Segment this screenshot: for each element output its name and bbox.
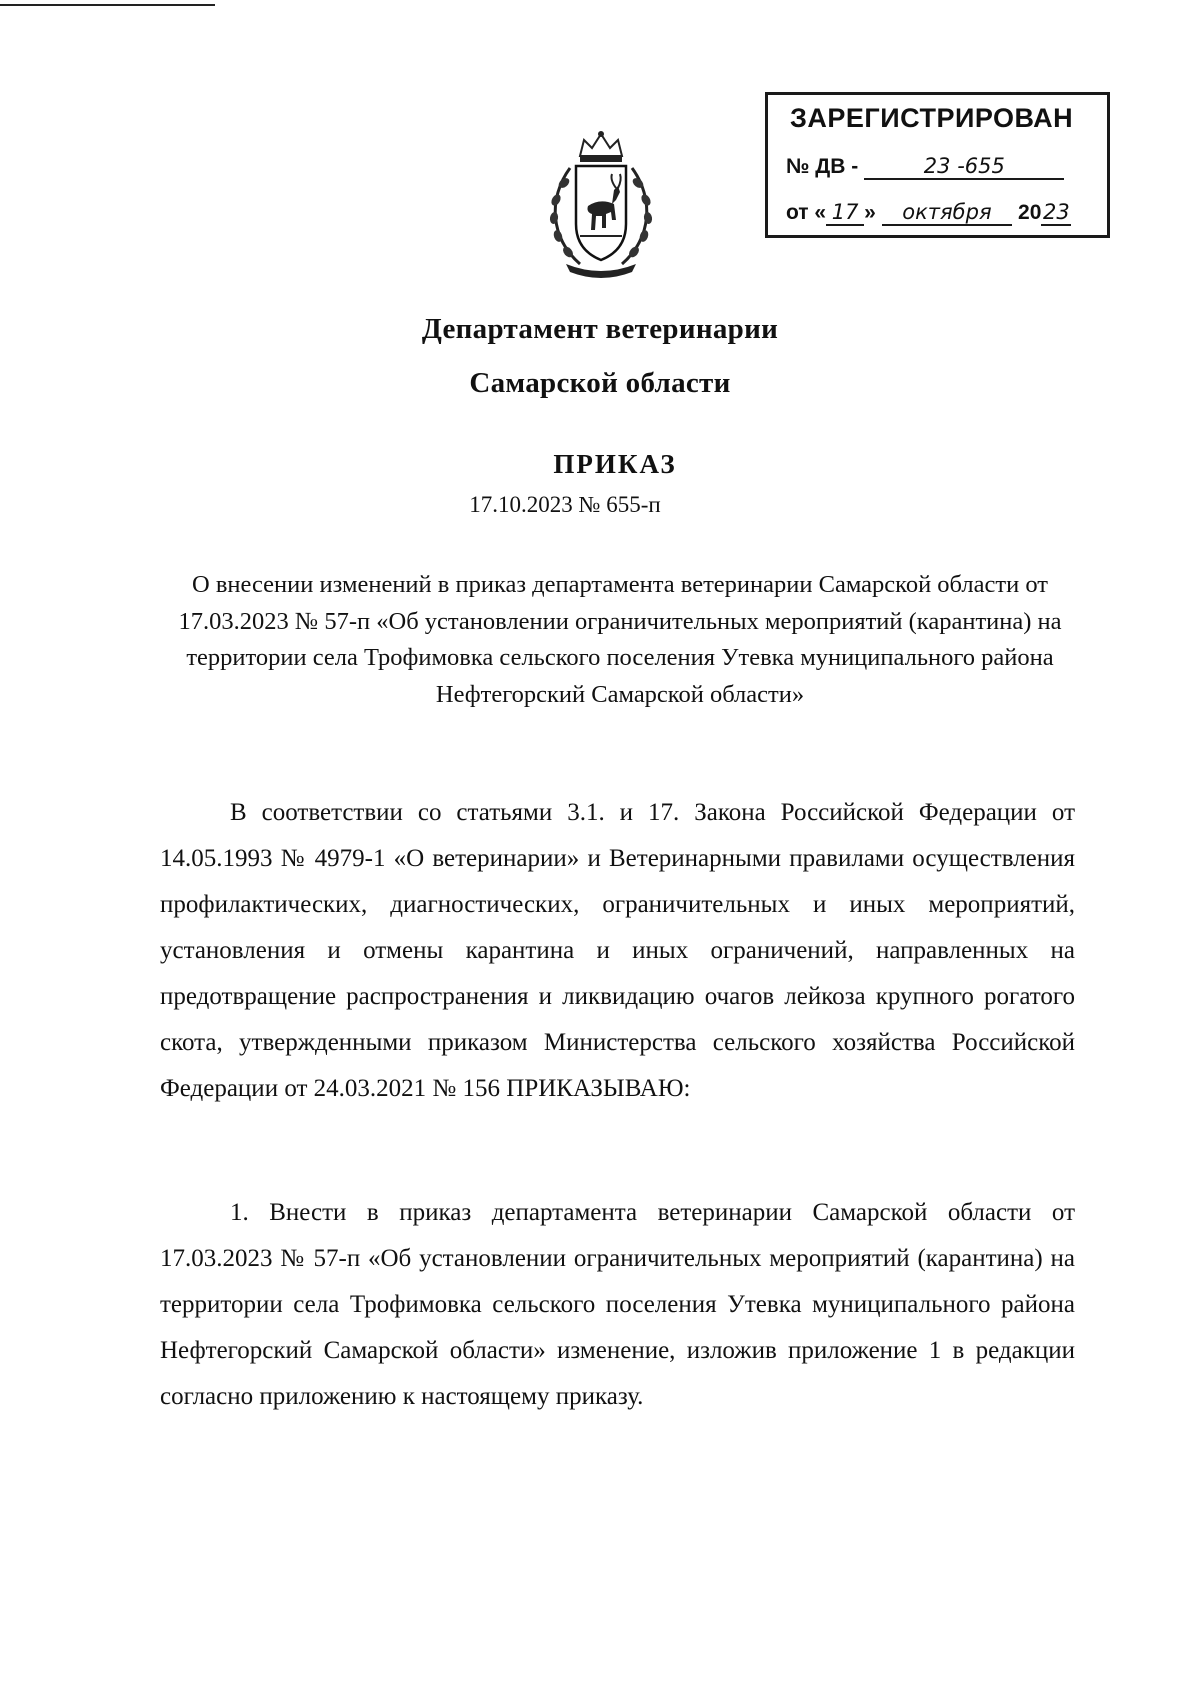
body-paragraph-2: 1. Внести в приказ департамента ветеринарии Самарской области от 17.03.2023 № 57-п «Об установлении ограничительных мероприятий (карантина) на территории села Трофимовка сельского поселения Утевка муниципального района Нефтегорский Самарской области» изменение, изложив приложение 1 в редакции согласно приложению к настоящему приказу. [160,1199,1075,1410]
stamp-date-row [786,199,1071,226]
coat-of-arms-emblem [540,128,662,278]
body-paragraph-1: В соответствии со статьями 3.1. и 17. Закона Российской Федерации от 14.05.1993 № 4979-1 «О ветеринарии» и Ветеринарными правилами осуществления профилактических, диагностических, ограничительных и иных мероприятий, установления и отмены карантина и иных ограничений, направленных на предотвращение распространения и ликвидацию очагов лейкоза крупного рогатого скота, утвержденными приказом Министерства сельского хозяйства Российской Федерации от 24.03.2021 № 156 ПРИКАЗЫВАЮ: [160,799,1075,1102]
stamp-day-suffix: » [864,201,876,224]
department-name-line2: Самарской области [469,367,731,399]
stamp-number-handwritten: 23 -655 [864,154,1064,180]
order-date-number: 17.10.2023 № 655-п [469,492,661,517]
stamp-year-prefix: 20 [1018,201,1042,224]
scan-artifact-line [0,4,215,6]
stamp-number-prefix: № ДВ - [786,155,859,178]
department-name-line1: Департамент ветеринарии [421,313,779,345]
stamp-date-prefix: от « [786,201,827,224]
stamp-day-handwritten: 17 [826,200,864,226]
order-subject: О внесении изменений в приказ департамента ветеринарии Самарской области от 17.03.2023 № 57-п «Об установлении ограничительных мероприятий (карантина) на территории села Трофимовка сельского поселения Утевка муниципального района Нефтегорский Самарской области» [178,571,1062,708]
stamp-title: ЗАРЕГИСТРИРОВАН [790,103,1074,133]
registration-stamp [765,92,1110,238]
stamp-year-handwritten: 23 [1043,200,1070,224]
stamp-number-row [786,153,1064,180]
order-title: ПРИКАЗ [553,449,677,479]
stamp-month-handwritten: октября [882,200,1012,226]
